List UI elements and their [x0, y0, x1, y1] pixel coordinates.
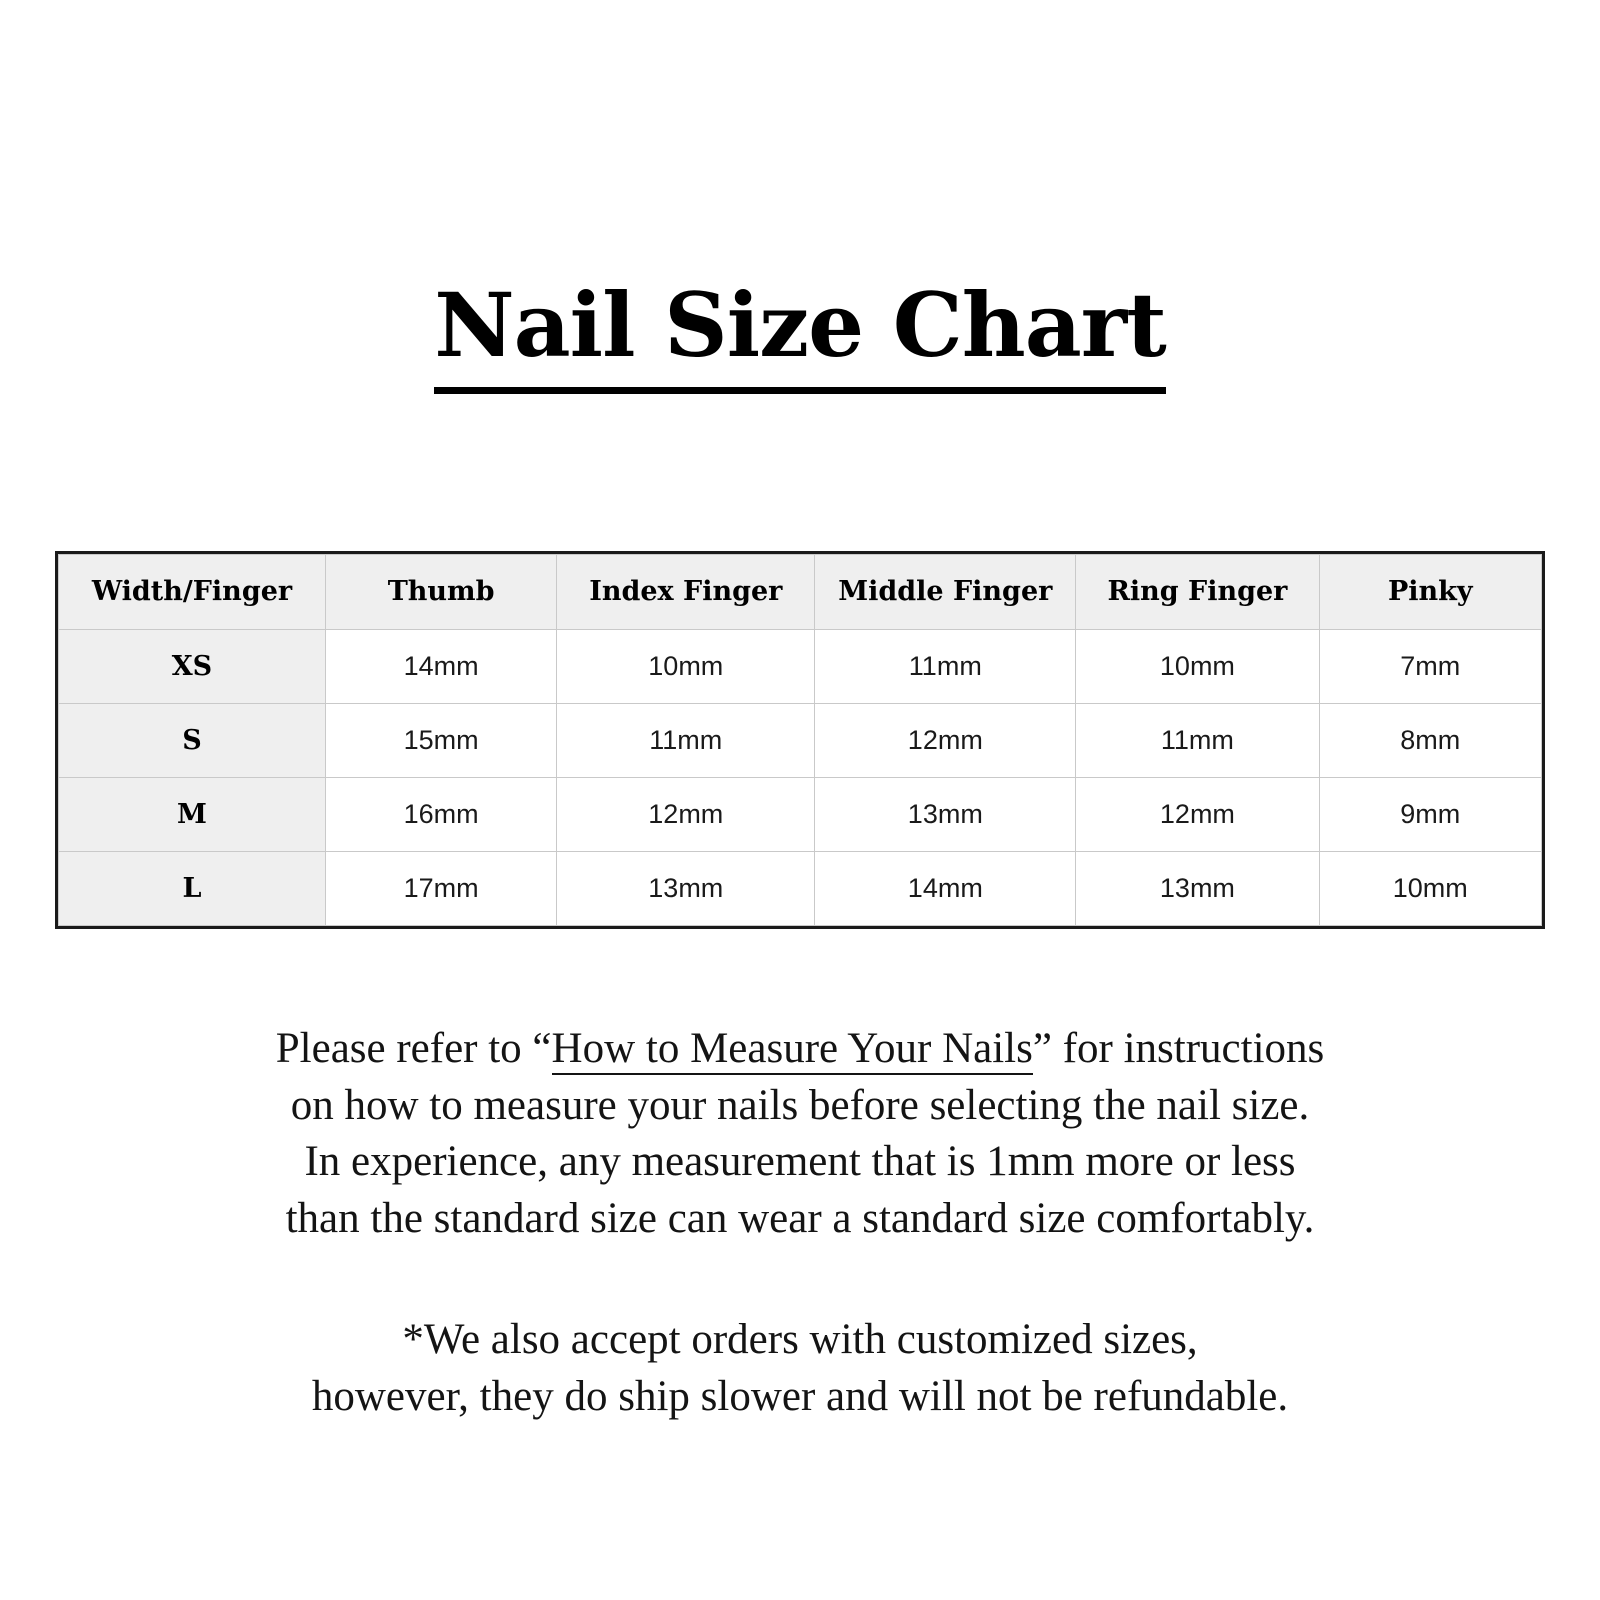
column-header-thumb: Thumb: [325, 554, 556, 629]
cell-pinky: 8mm: [1319, 703, 1541, 777]
column-header-middle-finger: Middle Finger: [815, 554, 1076, 629]
table-header: [59, 554, 1542, 629]
note-line-2: on how to measure your nails before selecting the nail size.: [290, 1081, 1310, 1129]
cell-middle: 11mm: [815, 629, 1076, 703]
notes-section: [135, 1021, 1465, 1426]
row-size-label: L: [59, 851, 326, 925]
page-title-container: [0, 0, 1600, 453]
table-body: [59, 629, 1542, 925]
note-line-4: than the standard size can wear a standard size comfortably.: [285, 1195, 1315, 1243]
column-header-width-finger: Width/Finger: [59, 554, 326, 629]
page-title: Nail Size Chart: [434, 281, 1166, 394]
note-line-1: [135, 1021, 1465, 1078]
table-header-row: [59, 554, 1542, 629]
row-size-label: XS: [59, 629, 326, 703]
cell-thumb: 15mm: [325, 703, 556, 777]
table-row: [59, 777, 1542, 851]
cell-middle: 13mm: [815, 777, 1076, 851]
note-line-3: In experience, any measurement that is 1mm more or less: [304, 1138, 1296, 1186]
note-text-after-link: ” for instructions: [1032, 1024, 1325, 1072]
how-to-measure-link[interactable]: How to Measure Your Nails: [552, 1025, 1033, 1075]
cell-thumb: 17mm: [325, 851, 556, 925]
cell-ring: 11mm: [1076, 703, 1319, 777]
cell-ring: 10mm: [1076, 629, 1319, 703]
cell-middle: 12mm: [815, 703, 1076, 777]
cell-ring: 12mm: [1076, 777, 1319, 851]
cell-thumb: 14mm: [325, 629, 556, 703]
column-header-index-finger: Index Finger: [557, 554, 815, 629]
row-size-label: M: [59, 777, 326, 851]
cell-index: 12mm: [557, 777, 815, 851]
cell-thumb: 16mm: [325, 777, 556, 851]
table-row: [59, 629, 1542, 703]
column-header-ring-finger: Ring Finger: [1076, 554, 1319, 629]
row-size-label: S: [59, 703, 326, 777]
size-table-container: [55, 551, 1545, 929]
cell-index: 13mm: [557, 851, 815, 925]
column-header-pinky: Pinky: [1319, 554, 1541, 629]
size-table: [58, 554, 1542, 926]
cell-index: 10mm: [557, 629, 815, 703]
cell-pinky: 7mm: [1319, 629, 1541, 703]
note-text-before-link: Please refer to “: [275, 1024, 552, 1072]
cell-index: 11mm: [557, 703, 815, 777]
table-row: [59, 703, 1542, 777]
cell-pinky: 10mm: [1319, 851, 1541, 925]
cell-middle: 14mm: [815, 851, 1076, 925]
cell-pinky: 9mm: [1319, 777, 1541, 851]
note-line-6: however, they do ship slower and will not be refundable.: [311, 1372, 1289, 1420]
paragraph-spacer: [135, 1248, 1465, 1312]
table-row: [59, 851, 1542, 925]
note-line-5: *We also accept orders with customized sizes,: [402, 1315, 1198, 1363]
cell-ring: 13mm: [1076, 851, 1319, 925]
